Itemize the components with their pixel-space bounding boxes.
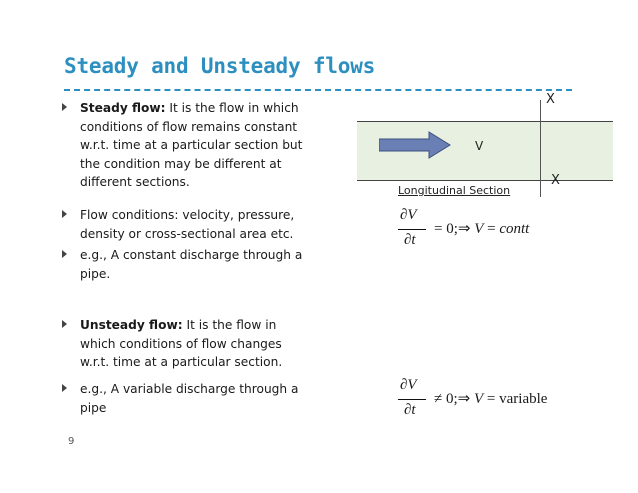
bullet-body: e.g., A variable discharge through a pipe: [80, 382, 299, 415]
bullet-steady-flow: [62, 99, 312, 192]
bullet-arrow-icon: [62, 103, 67, 111]
slide-title: Steady and Unsteady flows: [64, 54, 376, 78]
flow-arrow-icon: [379, 131, 451, 159]
eq-implies: ⇒: [457, 221, 471, 237]
eq-numerator: ∂V: [400, 207, 417, 223]
section-label-bottom: X: [551, 173, 560, 188]
page-number: 9: [68, 436, 75, 447]
bullet-arrow-icon: [62, 250, 67, 258]
bullet-arrow-icon: [62, 384, 67, 392]
bullet-arrow-icon: [62, 210, 67, 218]
eq-numerator: ∂V: [400, 377, 417, 393]
bullet-steady-example: [62, 246, 312, 283]
bullet-body: Flow conditions: velocity, pressure, density or cross-sectional area etc.: [80, 208, 295, 241]
bullet-unsteady-example: [62, 380, 312, 417]
bullet-flow-conditions: [62, 206, 312, 243]
eq-var: V: [473, 391, 484, 407]
eq-equals: =: [487, 221, 496, 237]
section-label-top: X: [546, 92, 555, 107]
section-line-xx: [540, 100, 541, 197]
velocity-label: V: [475, 139, 484, 153]
eq-denominator: ∂t: [404, 402, 416, 418]
fraction-bar: [398, 229, 426, 230]
eq-rhs: [434, 389, 547, 408]
eq-value: variable: [499, 391, 548, 407]
bullet-body: e.g., A constant discharge through a pipe.: [80, 248, 303, 281]
eq-var: V: [474, 221, 484, 237]
bullet-arrow-icon: [62, 320, 67, 328]
eq-equals: =: [486, 391, 496, 407]
bullet-body: It is the flow in which conditions of flow remains constant w.r.t. time at a particular section but the condition may be different at different sections.: [80, 101, 303, 190]
diagram-caption: Longitudinal Section: [398, 184, 511, 197]
eq-rhs: [434, 219, 529, 238]
bullet-term: Unsteady flow:: [80, 318, 183, 332]
bullet-unsteady-flow: [62, 316, 312, 372]
fraction-bar: [398, 399, 426, 400]
bullet-term: Steady flow:: [80, 101, 166, 115]
eq-denominator: ∂t: [404, 232, 416, 248]
eq-value: contt: [499, 221, 530, 237]
eq-implies: ⇒: [457, 391, 471, 407]
bullet-text: [80, 316, 312, 372]
bullet-body: It is the flow in which conditions of flow changes w.r.t. time at a particular section.: [80, 318, 283, 370]
eq-op: ≠ 0;: [434, 391, 458, 407]
eq-op: = 0;: [434, 221, 458, 237]
bullet-text: [80, 99, 312, 192]
title-divider: [64, 89, 572, 91]
